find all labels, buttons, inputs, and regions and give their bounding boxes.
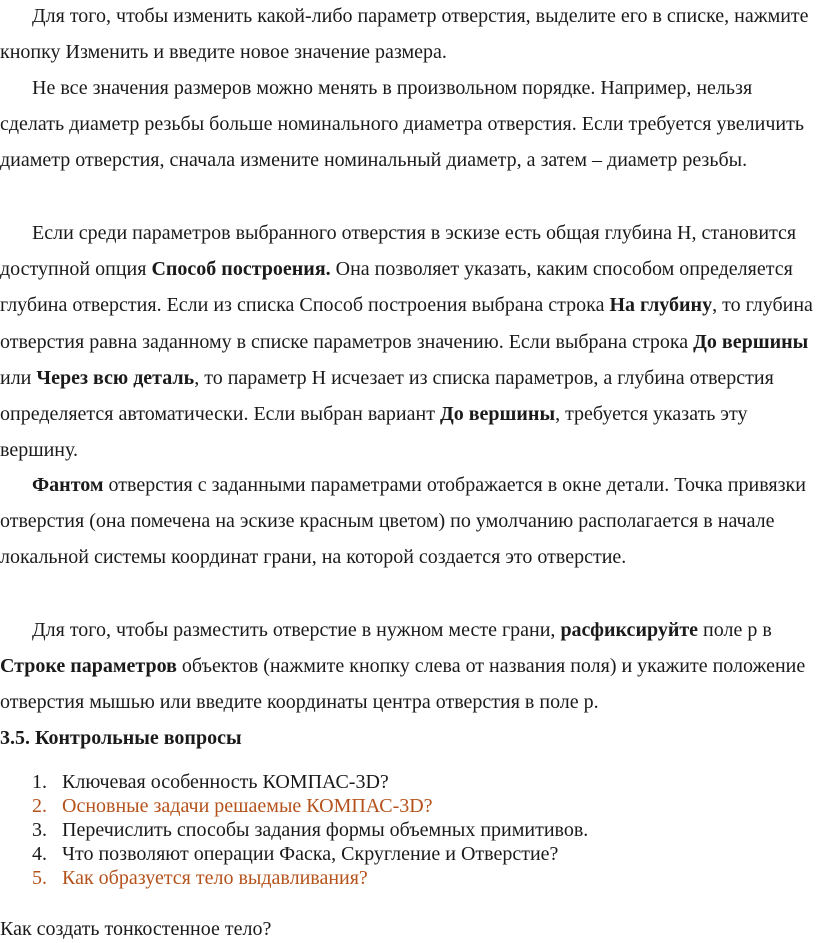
paragraph-build-method (0, 215, 816, 468)
bold-term-through-all: Через всю деталь (36, 366, 195, 389)
list-item (0, 794, 816, 818)
text-fragment: , требуется указать эту вершину. (0, 403, 748, 462)
bold-term-unfix: расфиксируйте (560, 619, 699, 641)
text-fragment: Она позволяет указать, каким способом определяется глубина отверстия. Если из списка Способ построения выбрана строка (0, 258, 793, 317)
trailing-question: Как создать тонкостенное тело? (0, 918, 272, 940)
list-item (0, 770, 816, 794)
list-item-text: Основные задачи решаемые КОМПАС-3D? (62, 795, 433, 817)
bold-term-to-vertex-2: До вершины (439, 403, 556, 426)
text-fragment: или (0, 366, 37, 389)
bold-term-build-method: Способ построения. (151, 258, 331, 281)
paragraph-size-order: Не все значения размеров можно менять в произвольном порядке. Например, нельзя сделать диаметр резьбы больше номинального диаметра отверстия. Если требуется увеличить диаметр отверстия, сначала измените номинальный диаметр, а затем – диаметр резьбы. (0, 77, 804, 172)
list-item-number: 5. (32, 867, 47, 889)
text-fragment: отверстия с заданными параметрами отображается в окне детали. Точка привязки отверстия (она помечена на эскизе красным цветом) по умолчанию располагается в начале локальной системы координат грани, на которой создается это отверстие. (0, 474, 806, 569)
paragraph-placement (0, 612, 816, 721)
paragraph-change-hole-parameter: Для того, чтобы изменить какой-либо параметр отверстия, выделите его в списке, нажмите кнопку Изменить и введите новое значение размера. (0, 5, 809, 64)
list-item (0, 818, 816, 842)
bold-term-to-depth: На глубину (609, 294, 713, 317)
text-fragment: Если среди параметров выбранного отверстия в эскизе есть общая глубина H, становится доступной опция (0, 222, 797, 281)
bold-term-phantom: Фантом (32, 474, 104, 496)
questions-list (0, 770, 816, 890)
list-item-text: Перечислить способы задания формы объемных примитивов. (62, 819, 589, 841)
list-item-text: Что позволяют операции Фаска, Скругление и Отверстие? (62, 843, 559, 865)
section-heading: 3.5. Контрольные вопросы (0, 727, 242, 749)
list-item (0, 866, 816, 890)
list-item-number: 2. (32, 795, 47, 817)
text-fragment: , то глубина отверстия равна заданному в списке параметров значению. Если выбрана строка (0, 294, 813, 353)
list-item-number: 3. (32, 819, 47, 841)
bold-term-parameter-line: Строке параметров (0, 655, 177, 678)
text-fragment: объектов (нажмите кнопку слева от названия поля) и укажите положение отверстия мышью или введите координаты центра отверстия в поле p. (0, 655, 806, 714)
list-item-number: 4. (32, 843, 47, 865)
text-fragment: , то параметр H исчезает из списка параметров, а глубина отверстия определяется автоматически. Если выбран вариант (0, 366, 774, 426)
paragraph-phantom (0, 467, 816, 576)
list-item-text: Ключевая особенность КОМПАС-3D? (62, 771, 389, 793)
list-item-number: 1. (32, 771, 47, 793)
text-fragment: Для того, чтобы разместить отверстие в нужном месте грани, (32, 619, 561, 641)
list-item (0, 842, 816, 866)
bold-term-to-vertex: До вершины (693, 330, 809, 353)
text-fragment: поле p в (698, 619, 772, 641)
list-item-text: Как образуется тело выдавливания? (62, 867, 368, 889)
